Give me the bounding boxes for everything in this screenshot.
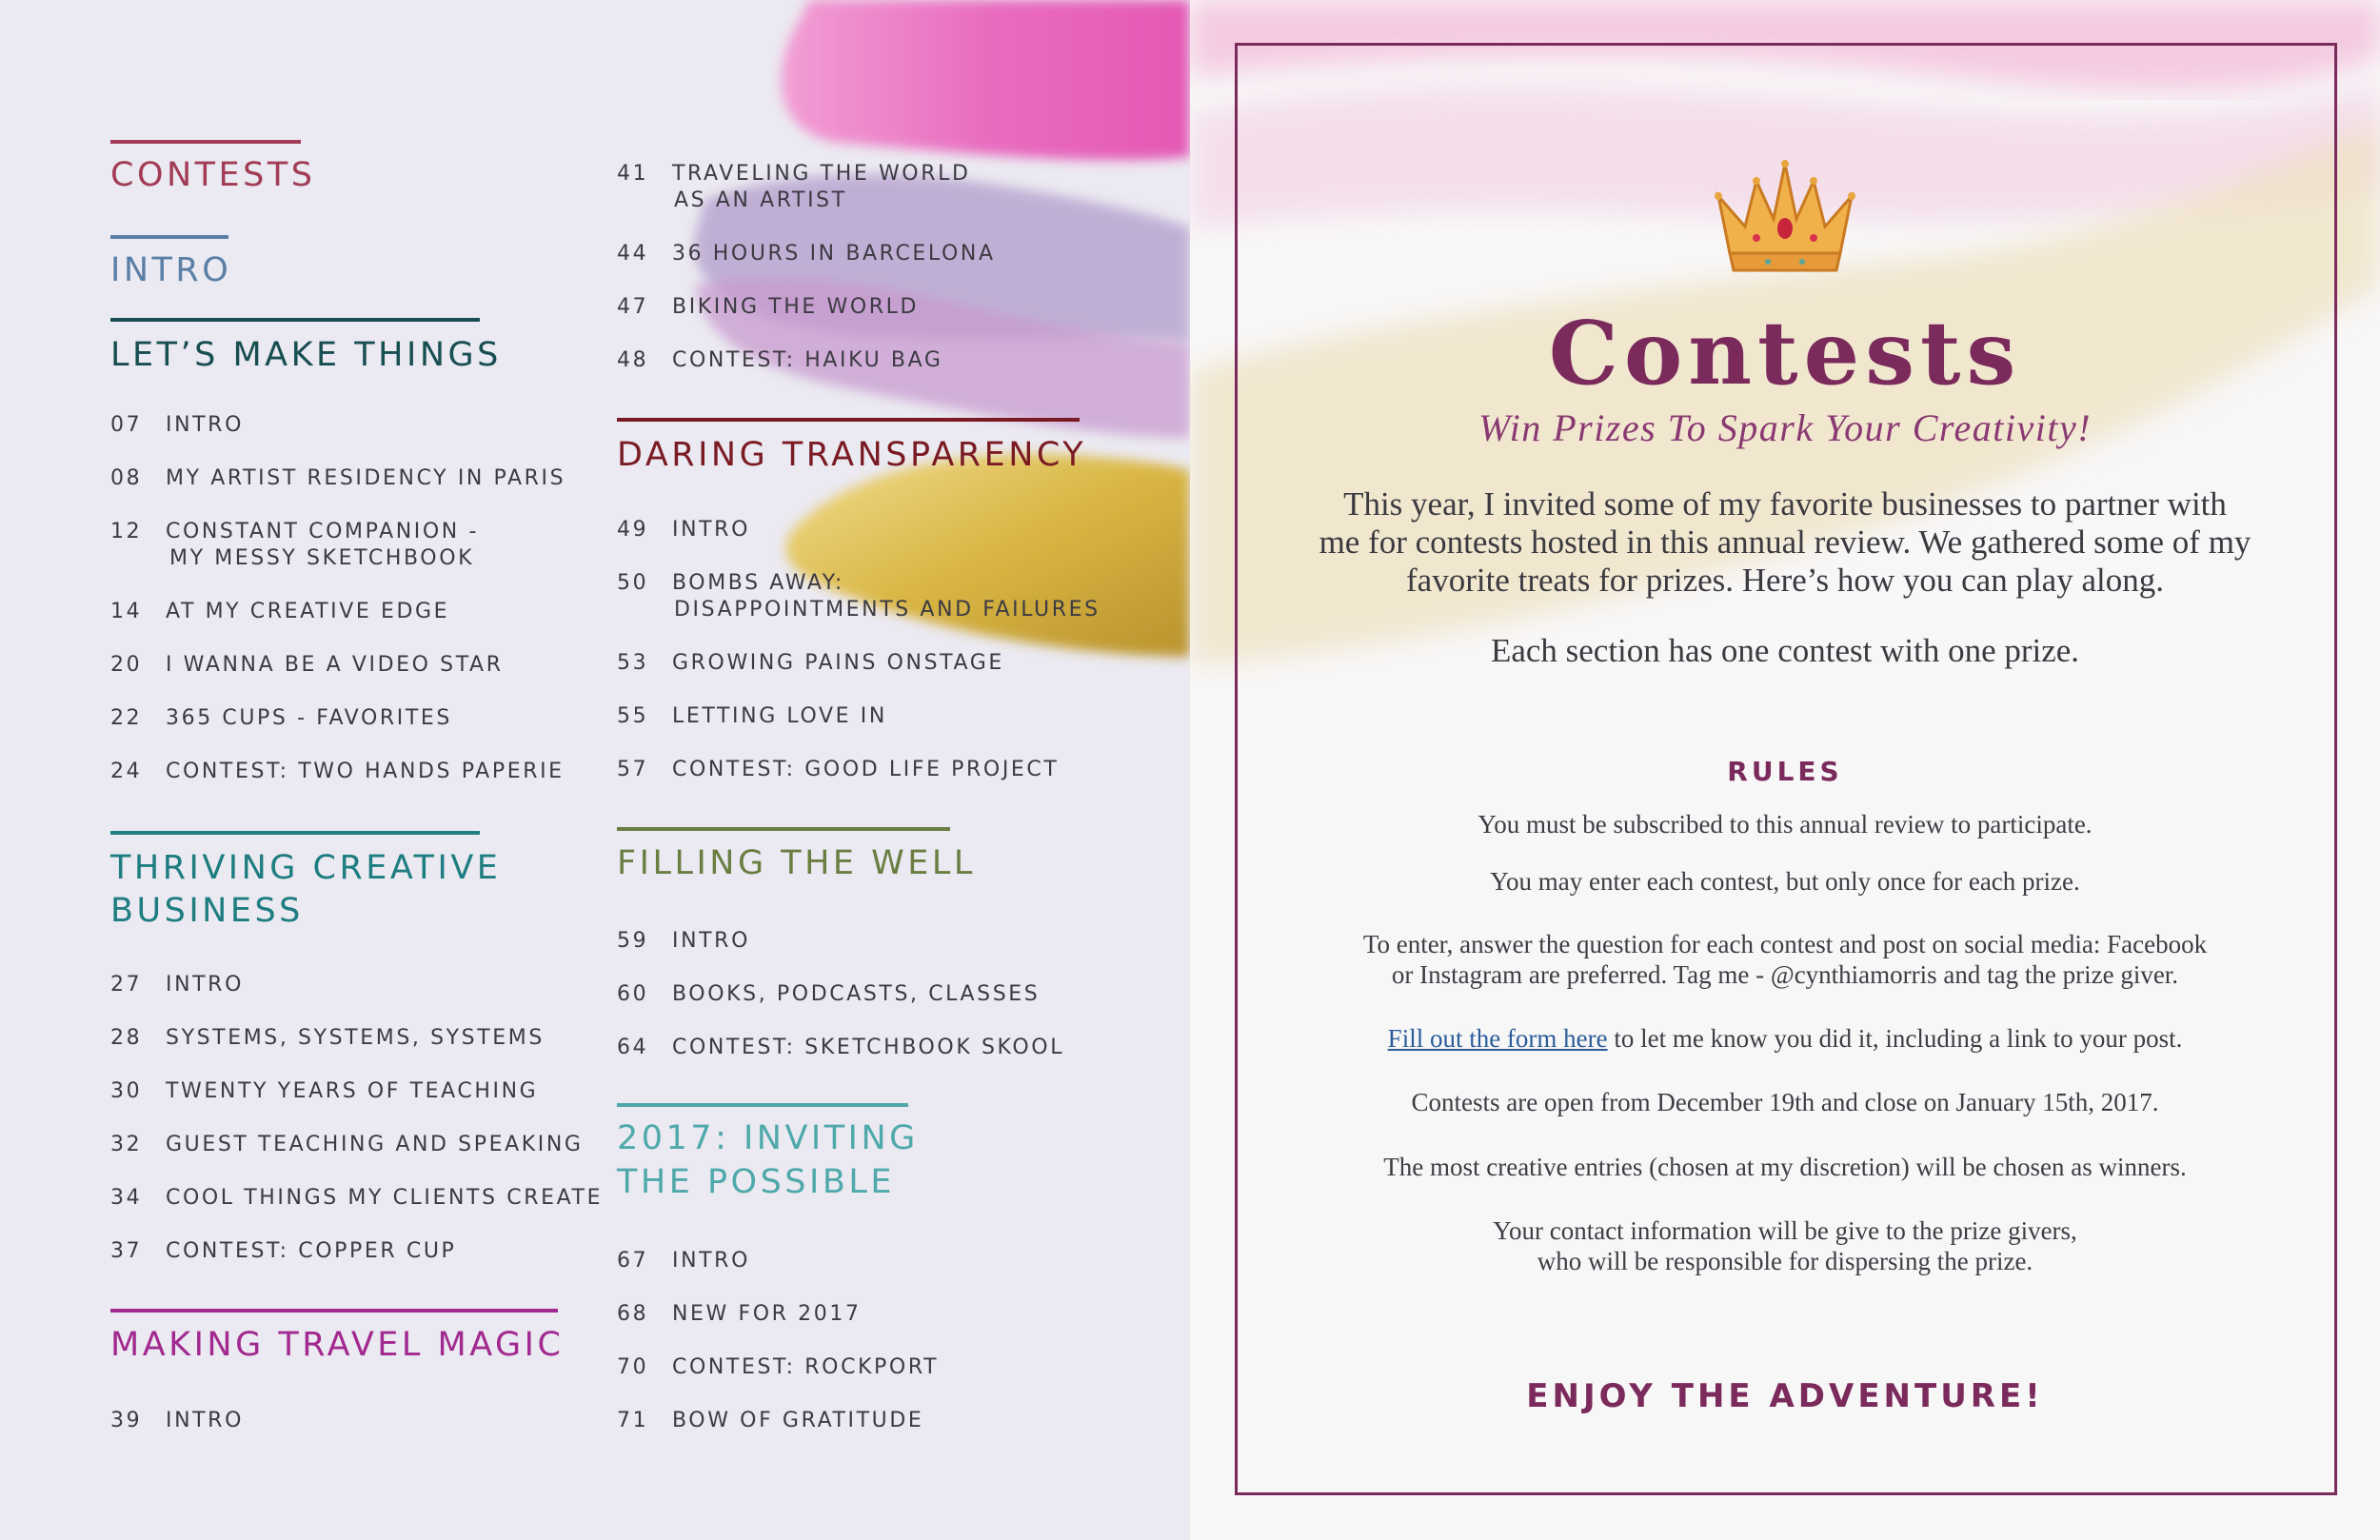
section-rule [617,1103,908,1107]
page-number: 44 [617,242,649,266]
page-number: 48 [617,348,649,372]
page-number: 32 [110,1133,143,1156]
rule-line: or Instagram are preferred. Tag me - @cynthiamorris and tag the prize giver. [1391,960,2179,989]
entry-label: NEW FOR 2017 [672,1302,862,1326]
entry-label: GROWING PAINS ONSTAGE [672,651,1004,675]
entry-label: TRAVELING THE WORLD [672,162,971,186]
section-rule [110,318,480,322]
entry-label: BOOKS, PODCASTS, CLASSES [672,982,1041,1006]
page-number: 27 [110,973,143,997]
page-number: 60 [617,982,649,1006]
section-title[interactable]: MAKING TRAVEL MAGIC [110,1326,565,1364]
entry-label: INTRO [166,413,244,437]
entry-label: INTRO [672,518,750,542]
toc-section-intro [110,235,231,292]
section-title[interactable]: DARING TRANSPARENCY [617,436,1087,474]
toc-section-making-travel-magic [110,1309,564,1367]
entry-label: INTRO [672,1249,750,1273]
page-title: Contests [1548,302,2022,405]
toc-section-2017-inviting-the-possible [617,1103,919,1204]
intro-paragraph [1285,485,2285,600]
entry-label: INTRO [672,929,750,953]
page-number: 55 [617,704,649,728]
section-title-continued[interactable]: BUSINESS [110,892,304,930]
section-rule [110,831,480,835]
section-title-continued[interactable]: THE POSSIBLE [617,1163,895,1201]
page-number: 34 [110,1186,143,1210]
entry-label: CONTEST: COPPER CUP [166,1239,457,1263]
entry-label: I WANNA BE A VIDEO STAR [166,653,504,677]
toc-section-contests [110,140,315,197]
rule-contact-info [1285,1215,2285,1276]
page-number: 08 [110,466,143,490]
form-link[interactable]: Fill out the form here [1387,1024,1608,1053]
entry-label: COOL THINGS MY CLIENTS CREATE [166,1186,604,1210]
page-number: 30 [110,1079,143,1103]
entry-label-continued: AS AN ARTIST [674,188,847,212]
section-rule [617,827,950,831]
entry-label: MY ARTIST RESIDENCY IN PARIS [166,466,566,490]
toc-section-thriving-creative-business [110,831,501,933]
page-number: 57 [617,758,649,781]
rule-winners: The most creative entries (chosen at my discretion) will be chosen as winners. [1383,1153,2187,1181]
page-number: 12 [110,520,143,543]
entry-label: BIKING THE WORLD [672,295,920,319]
intro-line: favorite treats for prizes. Here’s how you can play along. [1406,562,2164,599]
entry-label: SYSTEMS, SYSTEMS, SYSTEMS [166,1026,545,1050]
page-number: 47 [617,295,649,319]
entry-label: BOW OF GRATITUDE [672,1409,924,1432]
rule-form-text: to let me know you did it, including a link to your post. [1607,1024,2183,1053]
crown-icon [1711,160,1859,276]
section-title[interactable]: 2017: INVITING [617,1119,919,1157]
entry-label: LETTING LOVE IN [672,704,887,728]
entry-label: AT MY CREATIVE EDGE [166,600,450,623]
entry-label: BOMBS AWAY: [672,571,844,595]
section-rule [110,1309,558,1313]
page-number: 14 [110,600,143,623]
entry-label-continued: DISAPPOINTMENTS AND FAILURES [674,598,1101,622]
page-number: 28 [110,1026,143,1050]
entry-label: CONTEST: HAIKU BAG [672,348,943,372]
section-title[interactable]: FILLING THE WELL [617,844,976,882]
each-section-note: Each section has one contest with one prize. [1490,632,2080,669]
page-number: 20 [110,653,143,677]
toc-section-filling-the-well [617,827,976,885]
intro-line: This year, I invited some of my favorite businesses to partner with [1343,485,2227,523]
entry-label: CONTEST: GOOD LIFE PROJECT [672,758,1060,781]
section-title[interactable]: CONTESTS [110,156,316,194]
entry-label: CONSTANT COMPANION - [166,520,479,543]
entry-label-continued: MY MESSY SKETCHBOOK [169,546,475,570]
section-rule [110,140,301,144]
rule-line: To enter, answer the question for each contest and post on social media: Facebook [1362,930,2208,958]
page-number: 64 [617,1036,649,1059]
rules-heading: RULES [1727,756,1843,787]
page-number: 24 [110,760,143,783]
entry-label: CONTEST: TWO HANDS PAPERIE [166,760,565,783]
entry-label: INTRO [166,1409,244,1432]
entry-label: CONTEST: SKETCHBOOK SKOOL [672,1036,1065,1059]
page-number: 53 [617,651,649,675]
section-title[interactable]: LET’S MAKE THINGS [110,336,502,374]
page-number: 50 [617,571,649,595]
toc-section-daring-transparency [617,418,1086,477]
page-number: 49 [617,518,649,542]
intro-line: me for contests hosted in this annual review. We gathered some of my [1319,523,2251,561]
section-title[interactable]: INTRO [110,251,232,289]
section-rule [110,235,228,239]
entry-label: 365 CUPS - FAVORITES [166,706,452,730]
rule-line: who will be responsible for dispersing the prize. [1537,1247,2033,1275]
entry-label: 36 HOURS IN BARCELONA [672,242,996,266]
entry-label: GUEST TEACHING AND SPEAKING [166,1133,584,1156]
closing-line: ENJOY THE ADVENTURE! [1526,1377,2044,1415]
page-number: 68 [617,1302,649,1326]
page-number: 67 [617,1249,649,1273]
rule-form [1285,1023,2285,1054]
contests-page [1190,0,2380,1540]
section-rule [617,418,1080,422]
entry-label: INTRO [166,973,244,997]
toc-section-lets-make-things [110,318,502,377]
rule-line: Your contact information will be give to the prize givers, [1493,1216,2077,1245]
page-number: 41 [617,162,649,186]
section-title[interactable]: THRIVING CREATIVE [110,849,502,887]
page-number: 39 [110,1409,143,1432]
page-number: 71 [617,1409,649,1432]
entry-label: CONTEST: ROCKPORT [672,1355,940,1379]
page-number: 07 [110,413,143,437]
entry-label: TWENTY YEARS OF TEACHING [166,1079,539,1103]
page-number: 59 [617,929,649,953]
rule-how-to-enter [1285,929,2285,990]
page-number: 22 [110,706,143,730]
rule-once-per-prize: You may enter each contest, but only once for each prize. [1490,867,2080,896]
page-number: 70 [617,1355,649,1379]
page-subtitle: Win Prizes To Spark Your Creativity! [1478,406,2092,449]
rule-subscribed: You must be subscribed to this annual review to participate. [1478,810,2092,839]
page-number: 37 [110,1239,143,1263]
rule-dates: Contests are open from December 19th and close on January 15th, 2017. [1411,1088,2159,1116]
